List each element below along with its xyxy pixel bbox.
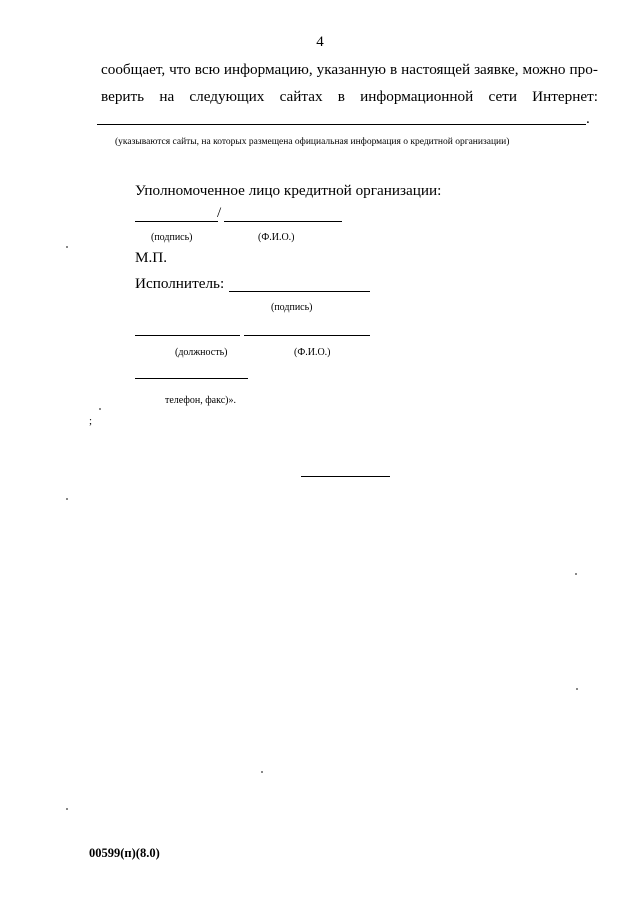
word: настоящей [401, 61, 471, 78]
scan-speck [66, 246, 68, 248]
authorized-fio-line [224, 221, 342, 222]
footer-document-code: 00599(п)(8.0) [89, 846, 160, 860]
word: в [337, 88, 345, 105]
position-caption: (должность) [175, 347, 228, 358]
executor-label: Исполнитель: [135, 275, 225, 292]
word: сети [488, 88, 517, 105]
sites-caption: (указываются сайты, на которых размещена официальная информация о кредитной организации) [115, 137, 510, 147]
sites-blank-line [97, 124, 586, 125]
scan-speck [99, 408, 101, 410]
page-number: 4 [316, 34, 324, 50]
paragraph-line-1 [101, 61, 598, 79]
word: что [169, 61, 191, 78]
executor-signature-line [229, 291, 370, 292]
scan-speck [66, 808, 68, 810]
paragraph-line-2 [101, 88, 598, 106]
executor-fio-caption: (Ф.И.О.) [294, 347, 331, 358]
word: Интернет: [532, 88, 598, 105]
signature-slash: / [217, 204, 222, 221]
sites-end-dot: . [586, 110, 590, 127]
phone-caption: телефон, факс)». [165, 395, 236, 406]
word: на [159, 88, 175, 105]
word: верить [101, 88, 145, 105]
word: информацию, [223, 61, 313, 78]
scan-speck [261, 771, 263, 773]
executor-position-line [135, 335, 240, 336]
word: информационной [360, 88, 474, 105]
executor-signature-caption: (подпись) [271, 302, 313, 313]
scan-speck [66, 498, 68, 500]
word: в [390, 61, 398, 78]
word: можно [522, 61, 566, 78]
phone-line [135, 378, 248, 379]
word: всю [194, 61, 220, 78]
document-end-rule [301, 476, 390, 477]
fio-caption: (Ф.И.О.) [258, 232, 295, 243]
seal-label: М.П. [135, 249, 168, 266]
authorized-person-label: Уполномоченное лицо кредитной организации: [135, 182, 442, 199]
executor-fio-line [244, 335, 370, 336]
signature-caption: (подпись) [151, 232, 193, 243]
scan-speck [575, 573, 577, 575]
word: сайтах [279, 88, 323, 105]
word: про- [569, 61, 598, 78]
stray-mark: ; [89, 415, 93, 427]
scan-speck [576, 688, 578, 690]
word: сообщает, [101, 61, 166, 78]
word: заявке, [474, 61, 519, 78]
authorized-signature-line [135, 221, 218, 222]
word: следующих [189, 88, 265, 105]
word: указанную [316, 61, 387, 78]
